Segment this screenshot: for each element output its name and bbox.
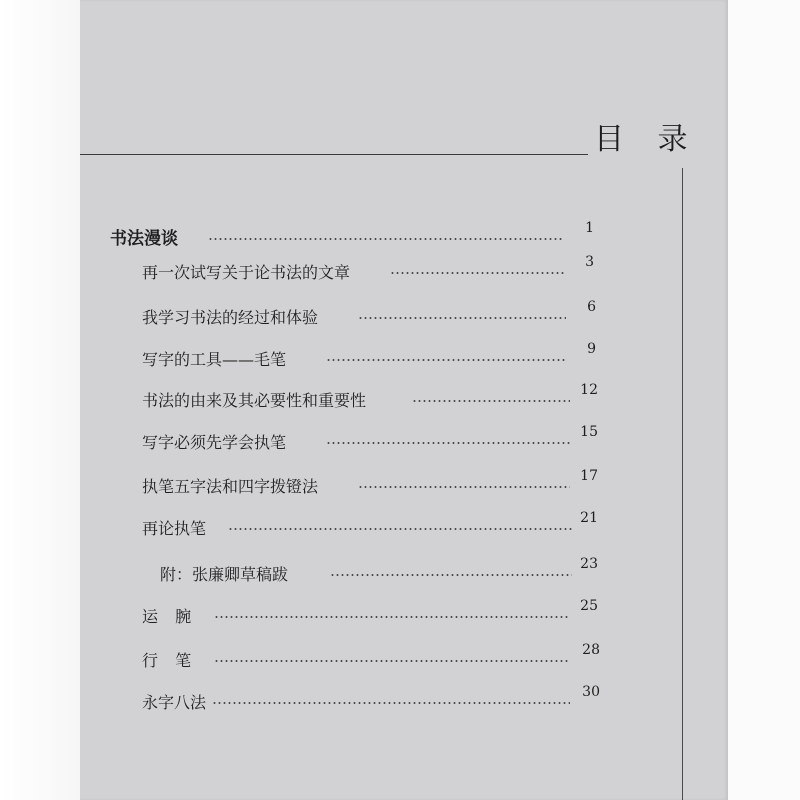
toc-entry-page: 23	[580, 556, 598, 572]
toc-entry	[0, 254, 800, 292]
toc-entry	[0, 510, 800, 548]
toc-entry	[0, 220, 800, 258]
toc-entry-page: 1	[585, 220, 594, 236]
toc-entry	[0, 424, 800, 462]
dot-leader	[212, 702, 570, 704]
toc-entry-page: 25	[580, 598, 598, 614]
toc-entry	[0, 468, 800, 506]
toc-entry	[0, 642, 800, 680]
toc-entry-title: 运 腕	[142, 607, 198, 626]
toc-entry-page: 21	[580, 510, 598, 526]
toc-entry-title: 书法漫谈	[110, 229, 178, 249]
toc-entry-title: 书法的由来及其必要性和重要性	[142, 391, 367, 410]
toc-entry-title: 写字必须先学会执笔	[142, 433, 287, 452]
toc-entry-page: 28	[582, 642, 600, 658]
dot-leader	[326, 359, 566, 361]
toc-entry-page: 6	[587, 299, 596, 315]
toc-entry-page: 12	[580, 382, 598, 398]
dot-leader	[326, 442, 570, 444]
dot-leader	[358, 486, 570, 488]
dot-leader	[214, 660, 570, 662]
dot-leader	[412, 400, 570, 402]
toc-entry-page: 17	[580, 468, 598, 484]
toc-entry	[0, 382, 800, 420]
toc-entry-title: 执笔五字法和四字拨镫法	[142, 477, 319, 496]
dot-leader	[228, 528, 572, 530]
toc-entry-page: 15	[580, 424, 598, 440]
toc-entry-page: 30	[582, 684, 600, 700]
toc-entry-title: 永字八法	[142, 693, 207, 712]
page-title: 目 录	[594, 122, 700, 157]
toc-entry-title: 我学习书法的经过和体验	[142, 308, 319, 327]
dot-leader	[390, 272, 564, 274]
toc-entry-title: 再论执笔	[142, 519, 207, 538]
dot-leader	[358, 317, 566, 319]
dot-leader	[208, 238, 564, 240]
toc-entry-title: 再一次试写关于论书法的文章	[142, 263, 351, 282]
toc-entry-title: 附：张廉卿草稿跋	[160, 565, 289, 584]
dot-leader	[330, 574, 572, 576]
toc-entry-page: 9	[587, 341, 596, 357]
dot-leader	[214, 616, 570, 618]
toc-entry-title: 写字的工具——毛笔	[142, 350, 287, 369]
toc-entry	[0, 598, 800, 636]
toc-entry	[0, 556, 800, 594]
toc-entry-title: 行 笔	[142, 651, 198, 670]
toc-entry	[0, 299, 800, 337]
toc-entry	[0, 341, 800, 379]
toc-entry-page: 3	[585, 254, 594, 270]
toc-entry	[0, 684, 800, 722]
